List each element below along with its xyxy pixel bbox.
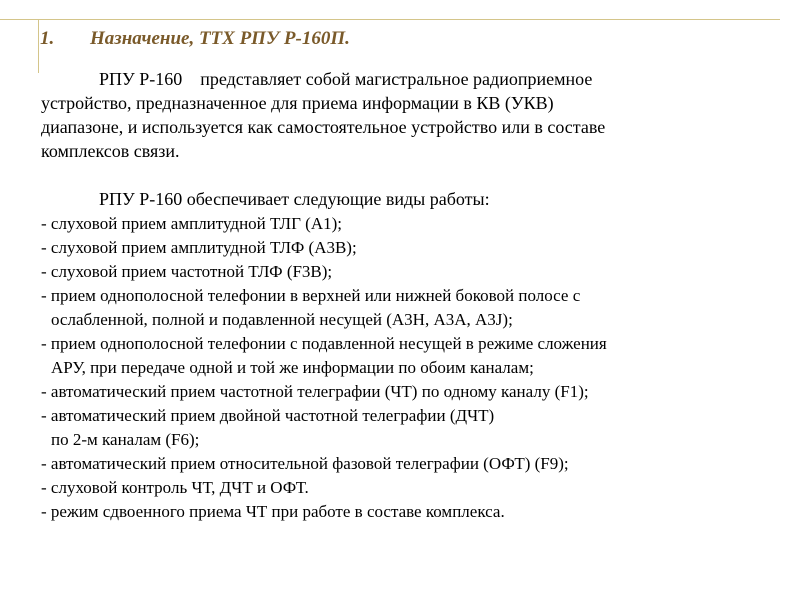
document-body [41, 67, 761, 524]
list-item-continuation: ослабленной, полной и подавленной несущей (А3Н, А3А, А3J); [51, 310, 513, 329]
list-item-continuation: АРУ, при передаче одной и той же информации по обоим каналам; [51, 358, 534, 377]
list-item [41, 236, 761, 260]
list-item-text: - режим сдвоенного приема ЧТ при работе в составе комплекса. [41, 502, 505, 521]
list-item-text: - автоматический прием двойной частотной телеграфии (ДЧТ) [41, 406, 495, 425]
list-item [41, 284, 761, 332]
list-item-text: - слуховой прием амплитудной ТЛФ (А3В); [41, 238, 357, 257]
intro-line-2: устройство, предназначенное для приема информации в КВ (УКВ) [41, 93, 554, 113]
page-heading [40, 28, 350, 50]
paragraph-spacer [41, 163, 761, 186]
list-item [41, 212, 761, 236]
list-item [41, 332, 761, 380]
list-item-text: - слуховой прием частотной ТЛФ (F3В); [41, 262, 333, 281]
list-item [41, 404, 761, 452]
intro-paragraph [41, 67, 761, 163]
list-item [41, 476, 761, 500]
list-item-text: - автоматический прием относительной фазовой телеграфии (ОФТ) (F9); [41, 454, 569, 473]
list-item-text: - слуховой контроль ЧТ, ДЧТ и ОФТ. [41, 478, 309, 497]
intro-line-4: комплексов связи. [41, 141, 180, 161]
list-item-continuation: по 2-м каналам (F6); [51, 430, 200, 449]
modes-intro: РПУ Р-160 обеспечивает следующие виды работы: [99, 189, 490, 209]
top-divider-line [0, 19, 780, 20]
list-item-text: - автоматический прием частотной телеграфии (ЧТ) по одному каналу (F1); [41, 382, 589, 401]
list-item-text: - слуховой прием амплитудной ТЛГ (А1); [41, 214, 342, 233]
intro-line-1: РПУ Р-160 представляет собой магистральное радиоприемное [99, 69, 593, 89]
intro-line-3: диапазоне, и используется как самостоятельное устройство или в составе [41, 117, 606, 137]
left-divider-line [38, 19, 39, 73]
list-item [41, 380, 761, 404]
list-item-text: - прием однополосной телефонии с подавленной несущей в режиме сложения [41, 334, 607, 353]
heading-number: 1. [40, 28, 55, 49]
heading-title: Назначение, ТТХ РПУ Р-160П. [90, 28, 350, 49]
modes-list [41, 212, 761, 524]
list-item [41, 452, 761, 476]
list-item [41, 260, 761, 284]
list-item [41, 500, 761, 524]
list-item-text: - прием однополосной телефонии в верхней или нижней боковой полосе с [41, 286, 581, 305]
